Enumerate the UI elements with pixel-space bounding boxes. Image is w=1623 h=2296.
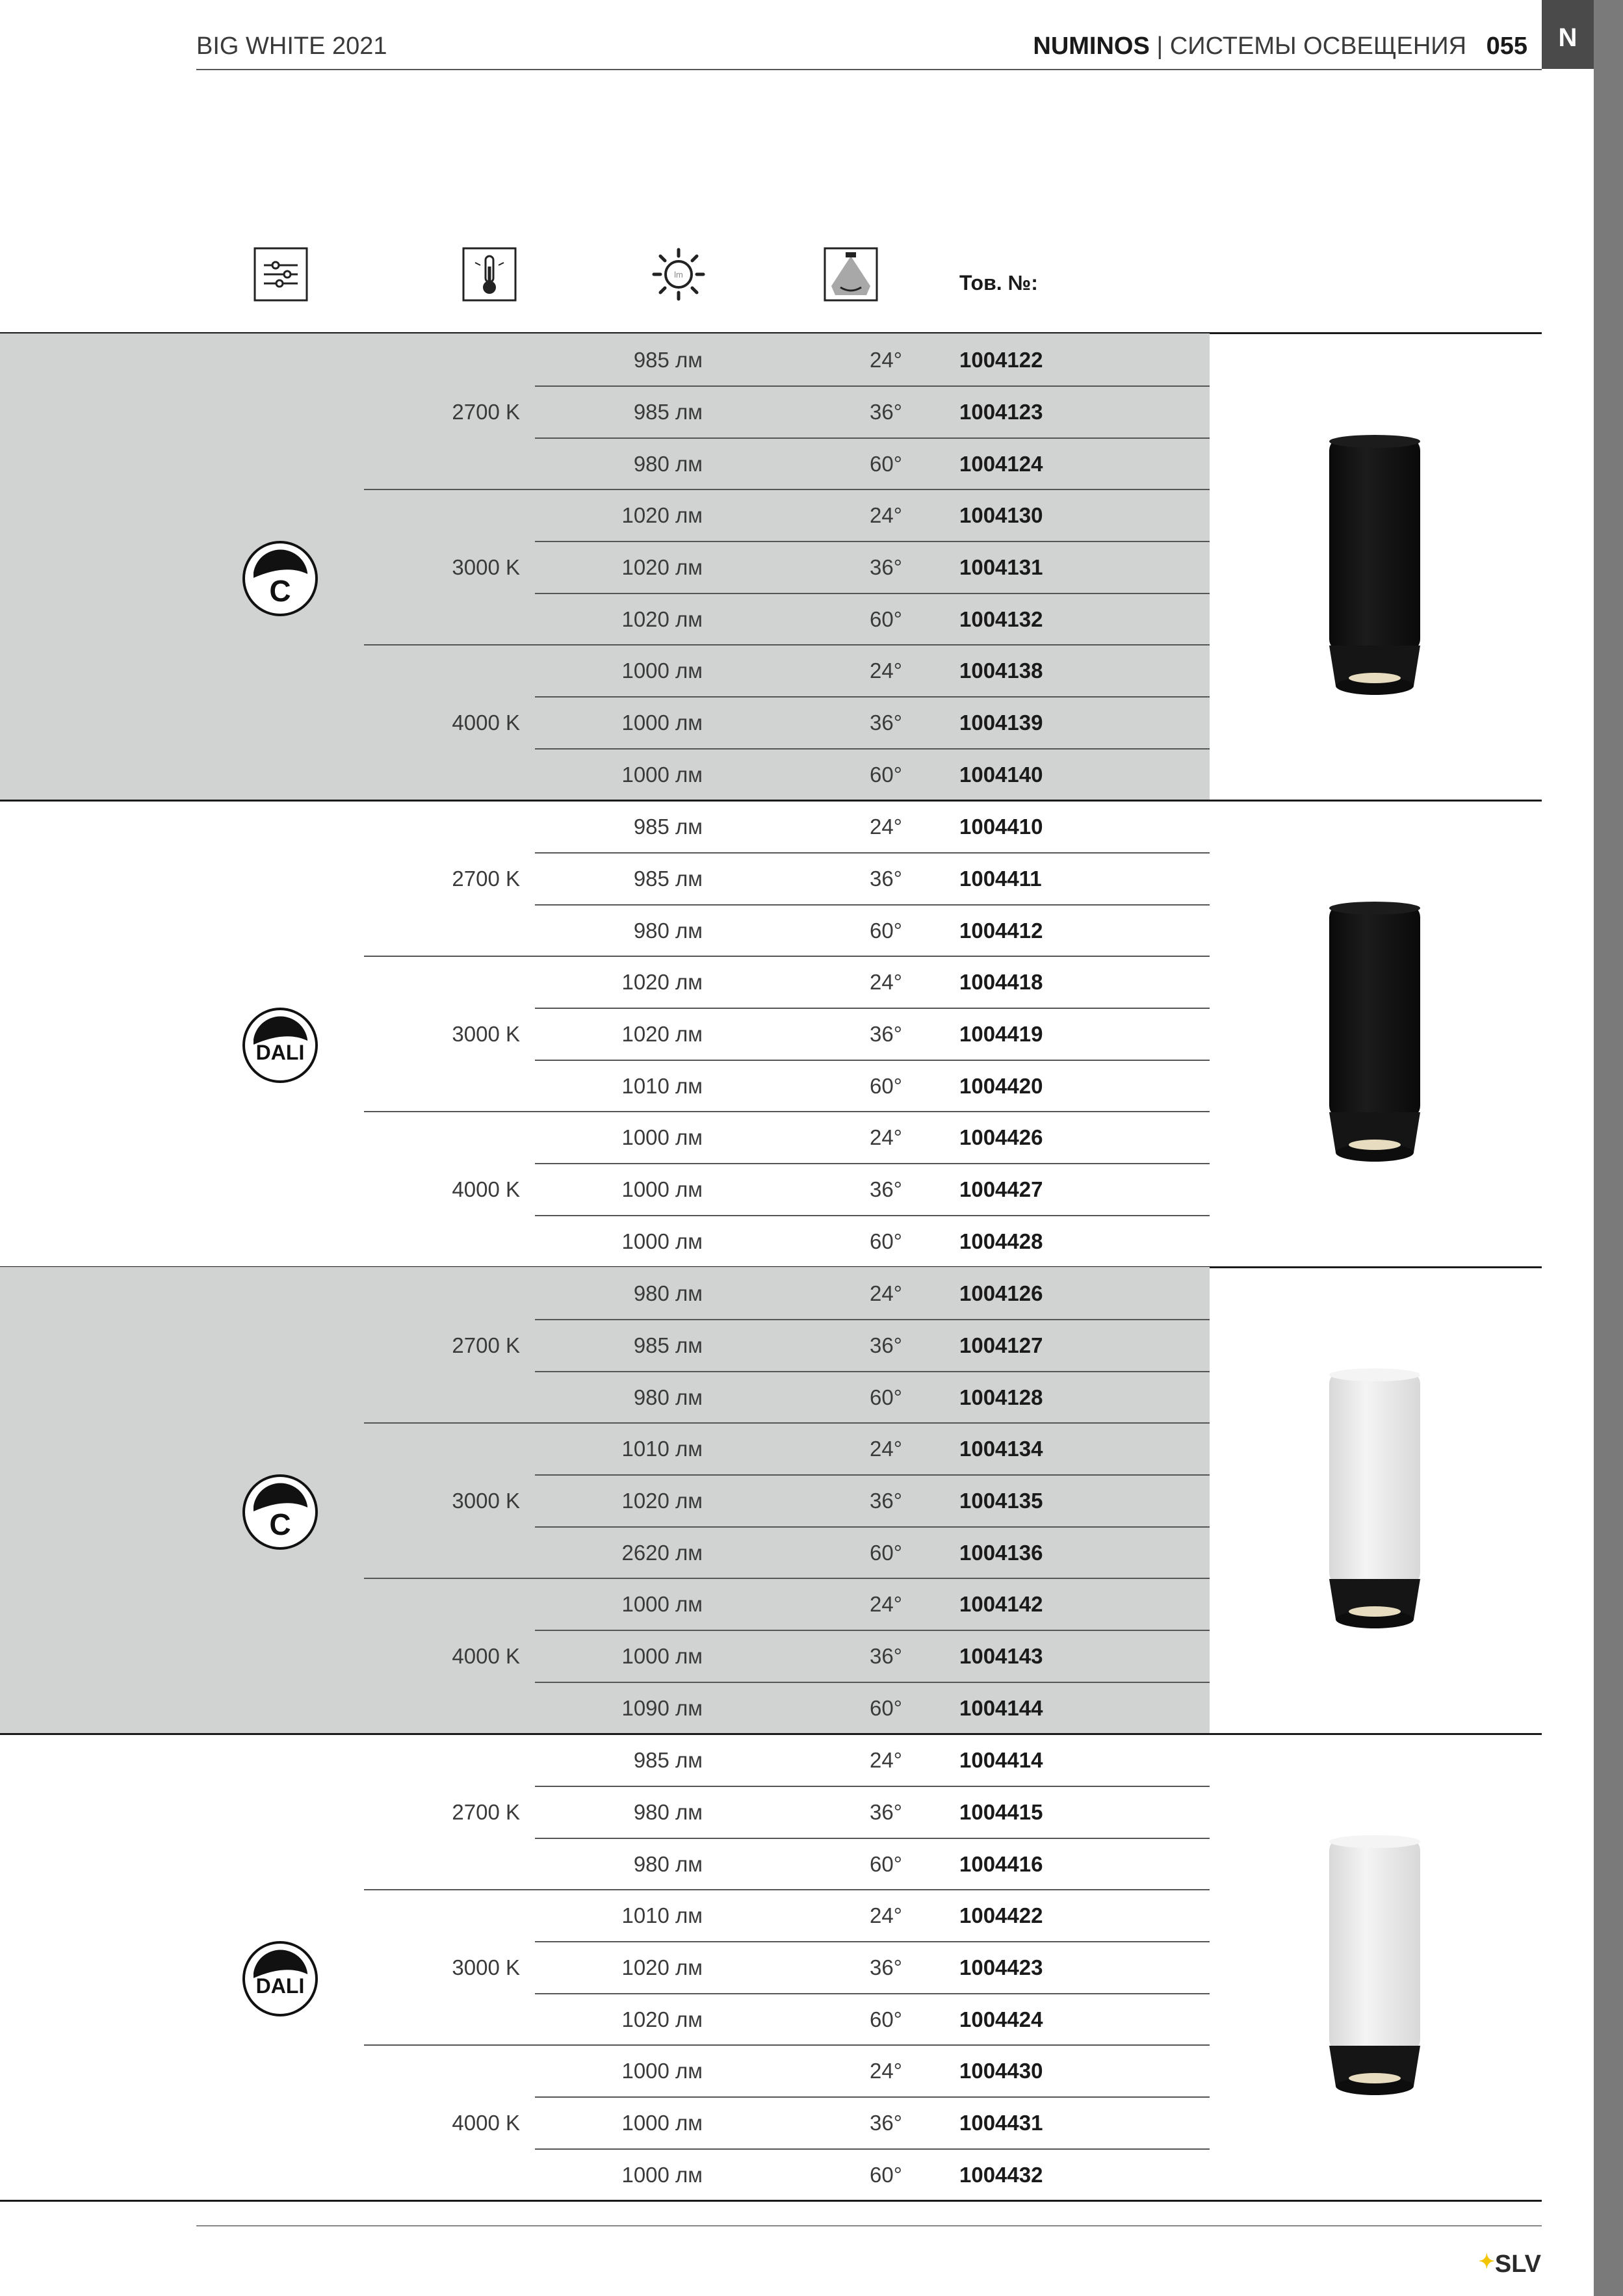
product-image — [1323, 431, 1427, 704]
casambi-control-icon — [240, 539, 320, 618]
row-divider — [535, 748, 1210, 750]
article-number: 1004422 — [959, 1903, 1043, 1927]
article-number: 1004414 — [959, 1748, 1043, 1772]
luminous-flux-value: 1020 лм — [621, 607, 703, 631]
article-number: 1004134 — [959, 1437, 1043, 1461]
table-row — [535, 593, 1210, 644]
section-divider — [0, 2200, 1542, 2202]
row-divider — [535, 1682, 1210, 1683]
article-number: 1004418 — [959, 970, 1043, 994]
article-number: 1004128 — [959, 1385, 1043, 1409]
beam-angle-value: 60° — [870, 1073, 902, 1098]
table-row — [535, 1008, 1210, 1059]
color-temperature-label: 4000 K — [452, 1644, 520, 1668]
table-row — [535, 1578, 1210, 1629]
luminous-flux-value: 1000 лм — [621, 762, 703, 787]
table-row — [535, 1734, 1210, 1785]
table-row — [535, 1630, 1210, 1681]
article-number: 1004124 — [959, 451, 1043, 476]
row-divider — [535, 2096, 1210, 2098]
beam-angle-value: 60° — [870, 762, 902, 787]
table-row — [535, 1111, 1210, 1162]
article-number: 1004427 — [959, 1177, 1043, 1201]
article-number: 1004140 — [959, 762, 1043, 787]
beam-angle-value: 60° — [870, 451, 902, 476]
luminous-flux-value: 985 лм — [633, 815, 703, 839]
luminous-flux-value: 1000 лм — [621, 1592, 703, 1616]
beam-angle-value: 24° — [870, 1748, 902, 1772]
article-number: 1004144 — [959, 1695, 1043, 1720]
table-row — [535, 2096, 1210, 2148]
luminous-flux-value: 1020 лм — [621, 554, 703, 579]
table-row — [535, 1215, 1210, 1266]
article-number: 1004126 — [959, 1281, 1043, 1305]
beam-angle-value: 36° — [870, 2110, 902, 2135]
beam-angle-value: 36° — [870, 1799, 902, 1824]
beam-angle-value: 60° — [870, 1851, 902, 1876]
table-row — [535, 852, 1210, 904]
logo-text: SLV — [1494, 2250, 1541, 2278]
luminous-flux-value: 1020 лм — [621, 503, 703, 527]
beam-angle-value: 24° — [870, 1592, 902, 1616]
svg-text:DALI: DALI — [255, 1041, 305, 1064]
table-row — [535, 904, 1210, 956]
beam-angle-value: 24° — [870, 503, 902, 527]
luminous-flux-value: 1000 лм — [621, 1125, 703, 1149]
beam-angle-value: 36° — [870, 1177, 902, 1201]
color-temperature-label: 2700 K — [452, 400, 520, 424]
table-row — [535, 956, 1210, 1007]
article-number: 1004136 — [959, 1540, 1043, 1565]
page-subtitle: | СИСТЕМЫ ОСВЕЩЕНИЯ — [1156, 33, 1467, 60]
table-row — [535, 644, 1210, 696]
beam-angle-value: 36° — [870, 866, 902, 891]
luminous-flux-value: 1020 лм — [621, 970, 703, 994]
luminous-flux-value: 1000 лм — [621, 710, 703, 735]
beam-angle-value: 24° — [870, 348, 902, 372]
table-row — [535, 1889, 1210, 1940]
row-divider — [535, 1060, 1210, 1061]
luminous-flux-value: 1000 лм — [621, 1229, 703, 1253]
beam-angle-value: 24° — [870, 970, 902, 994]
article-number: 1004428 — [959, 1229, 1043, 1253]
luminous-flux-value: 1000 лм — [621, 1643, 703, 1668]
article-number: 1004430 — [959, 2059, 1043, 2083]
page-header — [1033, 33, 1527, 60]
luminous-flux-value: 980 лм — [633, 1851, 703, 1876]
article-number: 1004411 — [959, 866, 1042, 891]
luminous-flux-value: 985 лм — [633, 348, 703, 372]
beam-angle-value: 36° — [870, 1643, 902, 1668]
svg-text:C: C — [269, 574, 291, 608]
article-number: 1004127 — [959, 1333, 1043, 1357]
table-row — [535, 696, 1210, 748]
article-number: 1004432 — [959, 2162, 1043, 2187]
table-row — [535, 800, 1210, 852]
product-section — [0, 1734, 1542, 2200]
table-row — [535, 333, 1210, 385]
row-divider — [535, 541, 1210, 542]
luminous-flux-icon — [651, 247, 706, 302]
luminous-flux-value: 980 лм — [633, 918, 703, 943]
dali-control-icon — [240, 1006, 320, 1085]
article-column-header: Тов. №: — [959, 271, 1038, 294]
table-row — [535, 1267, 1210, 1318]
article-number: 1004426 — [959, 1125, 1043, 1149]
color-temperature-label: 4000 K — [452, 711, 520, 735]
row-divider — [535, 437, 1210, 439]
beam-angle-value: 60° — [870, 2162, 902, 2187]
luminous-flux-value: 1000 лм — [621, 2110, 703, 2135]
color-temperature-label: 2700 K — [452, 1800, 520, 1824]
article-number: 1004424 — [959, 2007, 1043, 2031]
beam-angle-value: 24° — [870, 815, 902, 839]
product-image — [1323, 898, 1427, 1171]
side-bar — [1594, 0, 1623, 2296]
article-number: 1004410 — [959, 815, 1043, 839]
beam-angle-value: 36° — [870, 1955, 902, 1979]
row-divider — [535, 593, 1210, 594]
beam-angle-value: 24° — [870, 659, 902, 683]
color-temperature-label: 3000 K — [452, 1022, 520, 1046]
luminous-flux-value: 980 лм — [633, 451, 703, 476]
article-number: 1004143 — [959, 1643, 1043, 1668]
color-temperature-label: 3000 K — [452, 555, 520, 579]
luminous-flux-value: 1010 лм — [621, 1903, 703, 1927]
row-divider — [535, 2148, 1210, 2150]
article-number: 1004130 — [959, 503, 1043, 527]
article-number: 1004420 — [959, 1073, 1043, 1098]
article-number: 1004135 — [959, 1488, 1043, 1513]
product-image — [1323, 1364, 1427, 1637]
beam-angle-value: 60° — [870, 918, 902, 943]
beam-angle-value: 36° — [870, 1333, 902, 1357]
article-number: 1004415 — [959, 1799, 1043, 1824]
row-divider — [535, 1526, 1210, 1528]
product-section — [0, 1267, 1542, 1734]
table-row — [535, 1941, 1210, 1992]
color-temperature-label: 4000 K — [452, 1177, 520, 1201]
article-number: 1004132 — [959, 607, 1043, 631]
article-number: 1004123 — [959, 399, 1043, 424]
beam-angle-icon — [824, 247, 878, 302]
row-divider — [535, 1008, 1210, 1009]
luminous-flux-value: 1000 лм — [621, 1177, 703, 1201]
beam-angle-value: 36° — [870, 1488, 902, 1513]
article-number: 1004122 — [959, 348, 1043, 372]
luminous-flux-value: 1020 лм — [621, 1021, 703, 1046]
table-row — [535, 1163, 1210, 1214]
beam-angle-value: 60° — [870, 1385, 902, 1409]
beam-angle-value: 24° — [870, 1437, 902, 1461]
svg-text:C: C — [269, 1507, 291, 1541]
luminous-flux-value: 985 лм — [633, 399, 703, 424]
side-tab-label: N — [1558, 23, 1578, 52]
row-divider — [535, 1838, 1210, 1839]
row-divider — [535, 852, 1210, 854]
article-number: 1004423 — [959, 1955, 1043, 1979]
article-number: 1004416 — [959, 1851, 1043, 1876]
luminous-flux-value: 1010 лм — [621, 1437, 703, 1461]
row-divider — [535, 1786, 1210, 1787]
row-divider — [535, 1163, 1210, 1164]
article-number: 1004142 — [959, 1592, 1043, 1616]
row-divider — [535, 1474, 1210, 1476]
article-number: 1004431 — [959, 2110, 1043, 2135]
table-row — [535, 2044, 1210, 2096]
svg-text:DALI: DALI — [255, 1974, 305, 1998]
table-row — [535, 1993, 1210, 2044]
product-image — [1323, 1831, 1427, 2104]
luminous-flux-value: 985 лм — [633, 866, 703, 891]
table-row — [535, 1060, 1210, 1111]
article-number: 1004138 — [959, 659, 1043, 683]
luminous-flux-value: 980 лм — [633, 1281, 703, 1305]
beam-angle-value: 24° — [870, 2059, 902, 2083]
beam-angle-value: 24° — [870, 1903, 902, 1927]
beam-angle-value: 36° — [870, 1021, 902, 1046]
color-temperature-label: 3000 K — [452, 1955, 520, 1979]
logo-star-icon: ✦ — [1478, 2251, 1495, 2273]
row-divider — [535, 1941, 1210, 1942]
article-number: 1004412 — [959, 918, 1043, 943]
luminous-flux-value: 985 лм — [633, 1748, 703, 1772]
luminous-flux-value: 985 лм — [633, 1333, 703, 1357]
beam-angle-value: 60° — [870, 1695, 902, 1720]
row-divider — [535, 904, 1210, 906]
luminous-flux-value: 1020 лм — [621, 2007, 703, 2031]
slv-logo — [1479, 2250, 1541, 2278]
luminous-flux-value: 1020 лм — [621, 1955, 703, 1979]
color-temperature-icon — [462, 247, 517, 302]
article-number: 1004419 — [959, 1021, 1043, 1046]
page-number: 055 — [1486, 33, 1527, 60]
control-icon — [253, 247, 308, 302]
beam-angle-value: 24° — [870, 1125, 902, 1149]
beam-angle-value: 24° — [870, 1281, 902, 1305]
row-divider — [535, 1215, 1210, 1216]
beam-angle-value: 60° — [870, 1540, 902, 1565]
article-number: 1004131 — [959, 554, 1043, 579]
table-row — [535, 1319, 1210, 1370]
beam-angle-value: 60° — [870, 2007, 902, 2031]
table-row — [535, 437, 1210, 489]
header-divider — [196, 69, 1542, 70]
color-temperature-label: 3000 K — [452, 1489, 520, 1513]
luminous-flux-value: 980 лм — [633, 1799, 703, 1824]
article-number: 1004139 — [959, 710, 1043, 735]
table-row — [535, 1371, 1210, 1422]
table-row — [535, 1526, 1210, 1578]
table-row — [535, 1838, 1210, 1889]
svg-text:lm: lm — [674, 270, 683, 280]
table-row — [535, 1786, 1210, 1837]
row-divider — [535, 696, 1210, 698]
brand-name: NUMINOS — [1033, 33, 1150, 60]
luminous-flux-value: 2620 лм — [621, 1540, 703, 1565]
color-temperature-label: 4000 K — [452, 2111, 520, 2135]
row-divider — [535, 1630, 1210, 1631]
luminous-flux-value: 1010 лм — [621, 1073, 703, 1098]
table-row — [535, 1682, 1210, 1733]
luminous-flux-value: 980 лм — [633, 1385, 703, 1409]
table-row — [535, 2148, 1210, 2200]
product-section — [0, 800, 1542, 1267]
beam-angle-value: 60° — [870, 1229, 902, 1253]
luminous-flux-value: 1000 лм — [621, 659, 703, 683]
luminous-flux-value: 1000 лм — [621, 2162, 703, 2187]
casambi-control-icon — [240, 1472, 320, 1552]
table-row — [535, 385, 1210, 437]
side-tab[interactable] — [1542, 0, 1594, 69]
catalog-title: BIG WHITE 2021 — [196, 33, 387, 60]
row-divider — [535, 385, 1210, 387]
dali-control-icon — [240, 1939, 320, 2018]
row-divider — [535, 1993, 1210, 1994]
luminous-flux-value: 1000 лм — [621, 2059, 703, 2083]
row-divider — [535, 1319, 1210, 1320]
row-divider — [535, 1371, 1210, 1372]
beam-angle-value: 60° — [870, 607, 902, 631]
luminous-flux-value: 1090 лм — [621, 1695, 703, 1720]
table-row — [535, 748, 1210, 800]
color-temperature-label: 2700 K — [452, 867, 520, 891]
beam-angle-value: 36° — [870, 710, 902, 735]
color-temperature-label: 2700 K — [452, 1333, 520, 1357]
product-section — [0, 333, 1542, 800]
table-row — [535, 1474, 1210, 1526]
luminous-flux-value: 1020 лм — [621, 1488, 703, 1513]
table-row — [535, 489, 1210, 540]
footer-divider — [196, 2225, 1542, 2226]
table-row — [535, 541, 1210, 592]
beam-angle-value: 36° — [870, 554, 902, 579]
beam-angle-value: 36° — [870, 399, 902, 424]
table-row — [535, 1422, 1210, 1474]
